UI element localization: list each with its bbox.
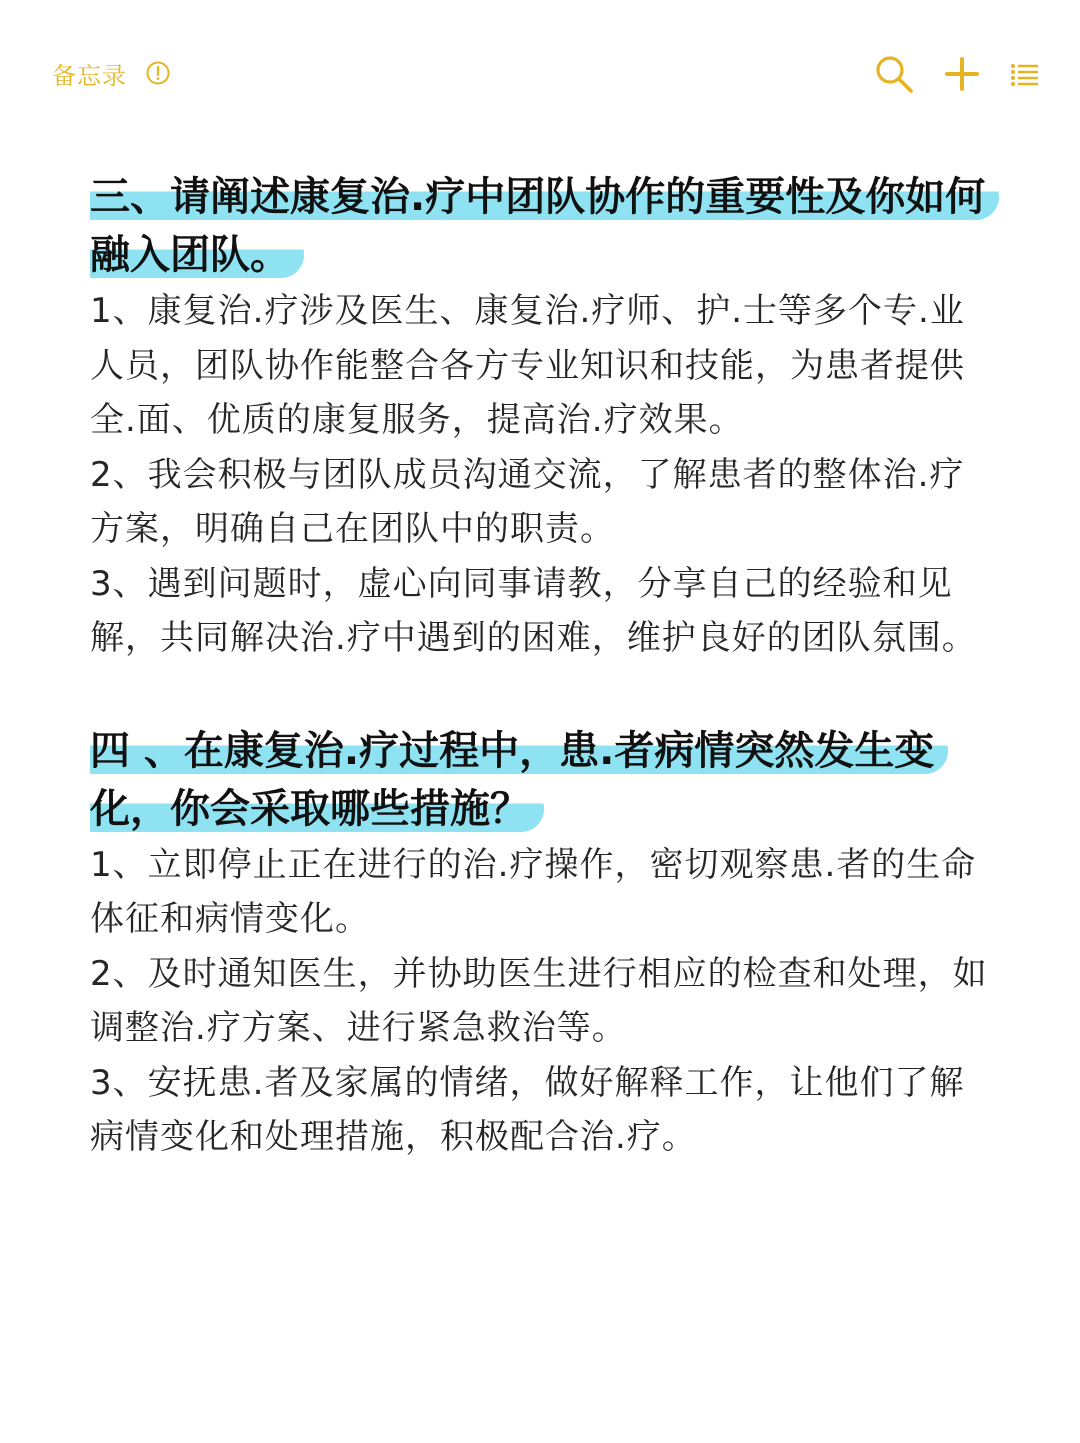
heading-highlight: 三、请阐述康复治.疗中团队协作的重要性及你如何融入团队。 [90, 174, 999, 278]
add-note-icon[interactable] [944, 56, 980, 92]
info-icon[interactable] [146, 61, 170, 85]
answer-paragraph: 1、康复治.疗涉及医生、康复治.疗师、护.士等多个专.业人员，团队协作能整合各方专业知识和技能，为患者提供全.面、优质的康复服务，提高治.疗效果。 [90, 291, 965, 440]
notes-toolbar [0, 0, 1080, 150]
answer-paragraph: 1、立即停止正在进行的治.疗操作，密切观察患.者的生命体征和病情变化。 [90, 844, 977, 939]
question-section-4 [90, 722, 990, 1165]
section-heading [90, 722, 990, 838]
answer-paragraph: 2、我会积极与团队成员沟通交流，了解患者的整体治.疗方案，明确自己在团队中的职责。 [90, 454, 965, 549]
section-heading [90, 168, 990, 284]
answer-paragraph: 2、及时通知医生，并协助医生进行相应的检查和处理，如调整治.疗方案、进行紧急救治等。 [90, 953, 988, 1048]
note-body[interactable] [90, 168, 990, 1165]
heading-highlight: 四 、在康复治.疗过程中，患.者病情突然发生变化，你会采取哪些措施？ [90, 728, 948, 832]
list-icon[interactable] [1010, 62, 1040, 88]
answer-paragraph: 3、安抚患.者及家属的情绪，做好解释工作，让他们了解病情变化和处理措施，积极配合治.疗。 [90, 1062, 965, 1157]
question-section-3 [90, 168, 990, 666]
back-to-notes-link[interactable]: 备忘录 [52, 62, 127, 90]
answer-paragraph: 3、遇到问题时，虚心向同事请教，分享自己的经验和见解，共同解决治.疗中遇到的困难，维护良好的团队氛围。 [90, 563, 977, 658]
search-icon[interactable] [874, 54, 914, 94]
